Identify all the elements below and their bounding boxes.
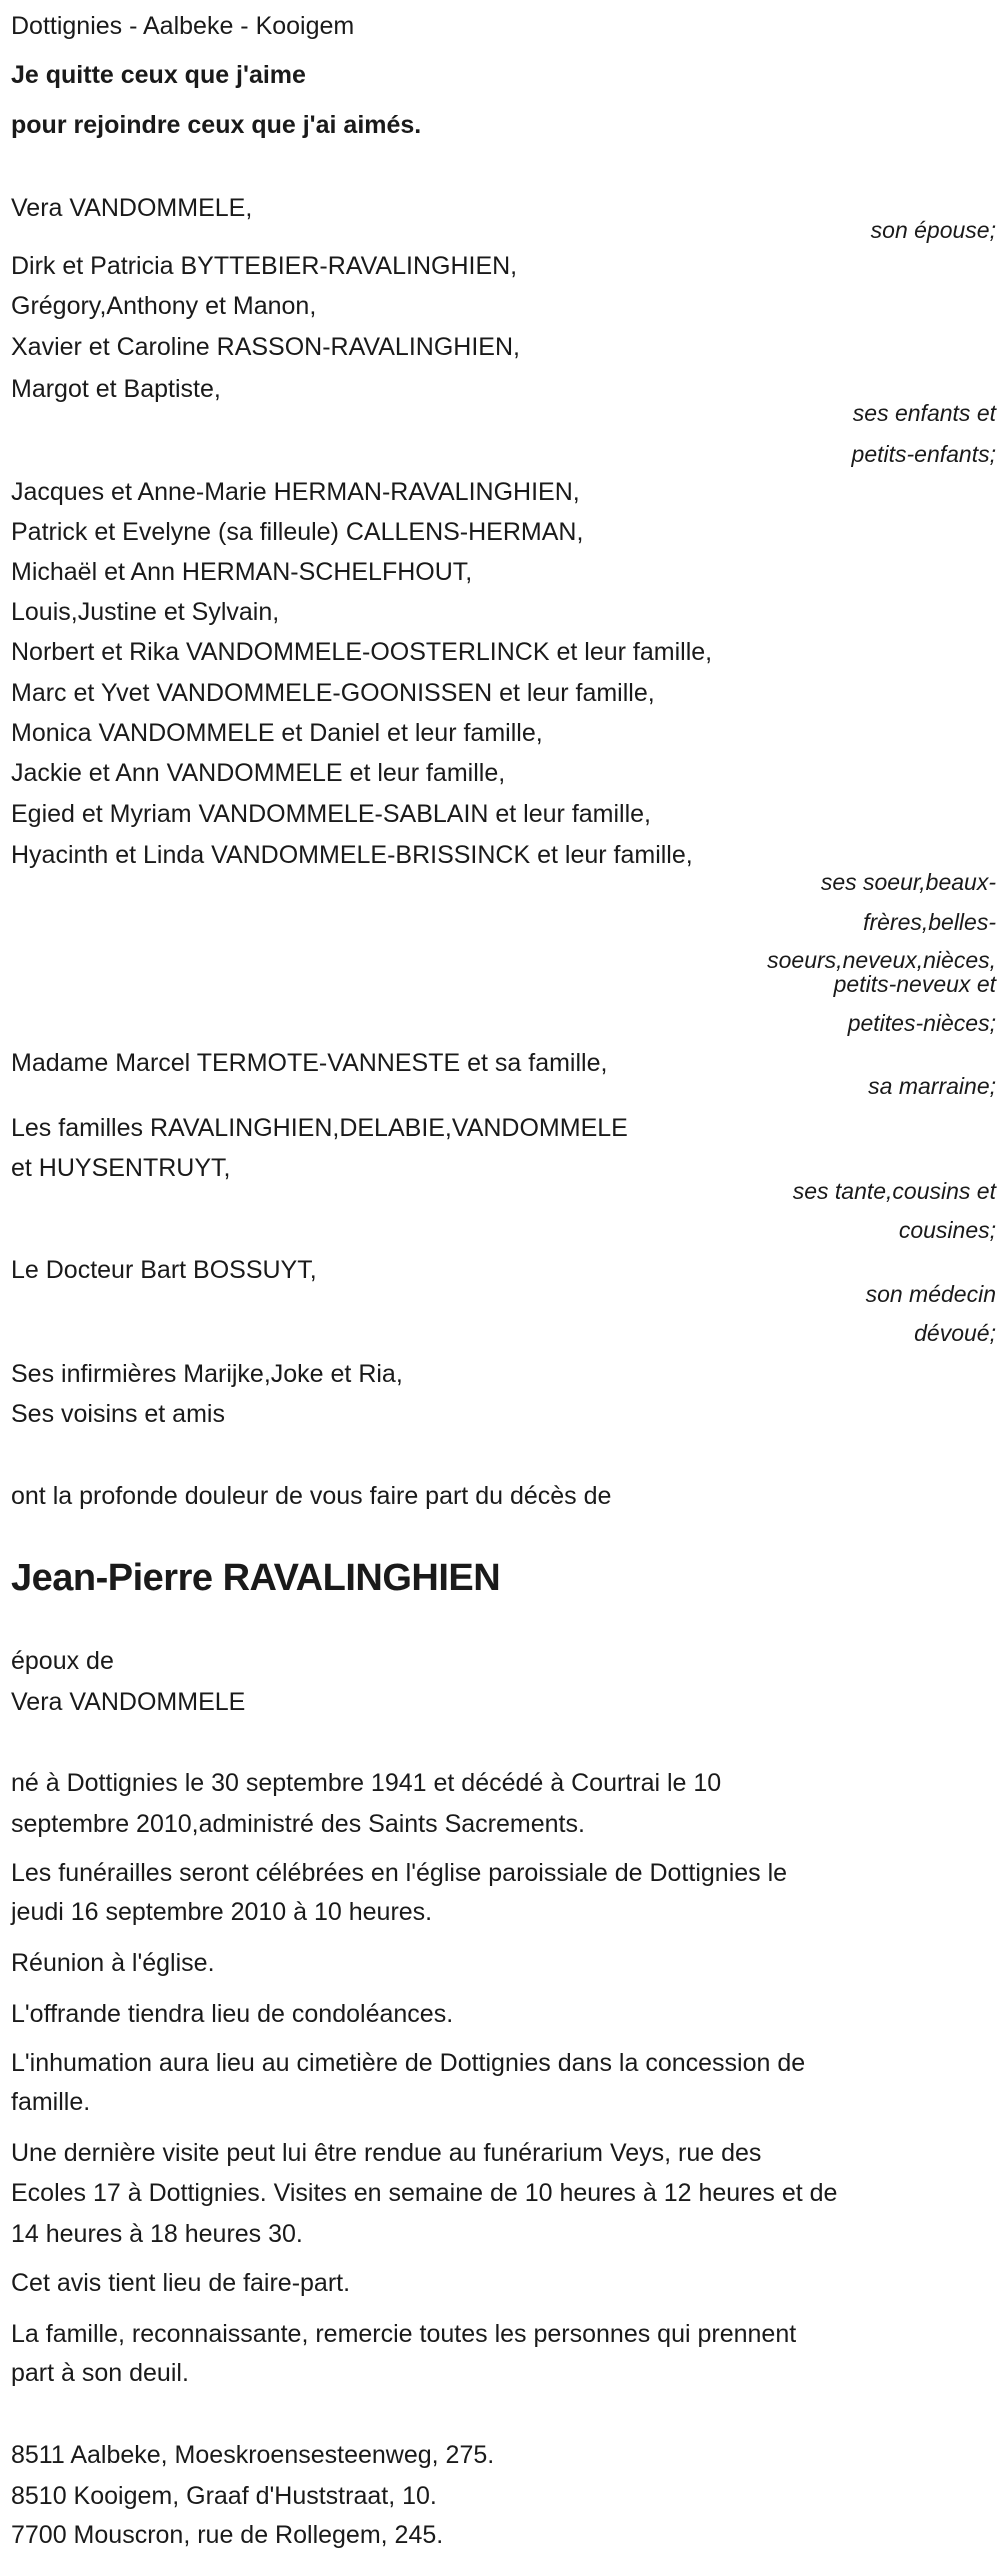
family-line: Margot et Baptiste,: [11, 375, 221, 403]
relation-label: ses enfants et: [852, 400, 996, 426]
family-line: Jackie et Ann VANDOMMELE et leur famille,: [11, 759, 506, 787]
relation-label: ses soeur,beaux-: [820, 869, 996, 895]
quote-line: pour rejoindre ceux que j'ai aimés.: [11, 111, 422, 139]
detail-line: famille.: [11, 2088, 91, 2116]
detail-line: 14 heures à 18 heures 30.: [11, 2220, 303, 2248]
deceased-name: Jean-Pierre RAVALINGHIEN: [11, 1557, 501, 1599]
detail-line: Une dernière visite peut lui être rendue au funérarium Veys, rue des: [11, 2139, 762, 2167]
family-line: Dirk et Patricia BYTTEBIER-RAVALINGHIEN,: [11, 252, 518, 280]
spouse-name: Vera VANDOMMELE: [11, 1688, 246, 1716]
place-header: Dottignies - Aalbeke - Kooigem: [11, 12, 355, 40]
relation-label: petites-nièces;: [847, 1010, 996, 1036]
family-line: Xavier et Caroline RASSON-RAVALINGHIEN,: [11, 333, 520, 361]
detail-line: Ecoles 17 à Dottignies. Visites en semaine de 10 heures à 12 heures et de: [11, 2179, 838, 2207]
family-line: Grégory,Anthony et Manon,: [11, 292, 317, 320]
detail-line: jeudi 16 septembre 2010 à 10 heures.: [11, 1898, 433, 1926]
relation-label: son épouse;: [870, 217, 996, 243]
family-line: Norbert et Rika VANDOMMELE-OOSTERLINCK et leur famille,: [11, 638, 713, 666]
detail-line: Les funérailles seront célébrées en l'église paroissiale de Dottignies le: [11, 1859, 788, 1887]
family-line: Madame Marcel TERMOTE-VANNESTE et sa famille,: [11, 1049, 608, 1077]
detail-line: septembre 2010,administré des Saints Sacrements.: [11, 1810, 585, 1838]
family-line: Les familles RAVALINGHIEN,DELABIE,VANDOMMELE: [11, 1114, 628, 1142]
relation-label: son médecin: [865, 1281, 996, 1307]
spouse: Vera VANDOMMELE,: [11, 194, 253, 222]
family-line: Jacques et Anne-Marie HERMAN-RAVALINGHIEN,: [11, 478, 580, 506]
family-line: Michaël et Ann HERMAN-SCHELFHOUT,: [11, 558, 473, 586]
family-line: Ses voisins et amis: [11, 1400, 225, 1428]
family-line: Le Docteur Bart BOSSUYT,: [11, 1256, 317, 1284]
relation-label: petits-enfants;: [851, 441, 996, 467]
quote-line: Je quitte ceux que j'aime: [11, 61, 306, 89]
family-line: Patrick et Evelyne (sa filleule) CALLENS-HERMAN,: [11, 518, 584, 546]
family-line: Hyacinth et Linda VANDOMMELE-BRISSINCK et leur famille,: [11, 841, 693, 869]
relation-label: dévoué;: [914, 1320, 996, 1346]
detail-line: La famille, reconnaissante, remercie toutes les personnes qui prennent: [11, 2320, 797, 2348]
relation-label: cousines;: [898, 1217, 996, 1243]
detail-line: né à Dottignies le 30 septembre 1941 et décédé à Courtrai le 10: [11, 1769, 722, 1797]
relation-label: soeurs,neveux,nièces,: [767, 947, 996, 973]
announcement: ont la profonde douleur de vous faire part du décès de: [11, 1482, 612, 1510]
relation-label: frères,belles-: [863, 909, 996, 935]
relation-label: ses tante,cousins et: [792, 1178, 996, 1204]
spouse-of: époux de: [11, 1647, 114, 1675]
detail-line: Cet avis tient lieu de faire-part.: [11, 2269, 351, 2297]
family-line: et HUYSENTRUYT,: [11, 1154, 231, 1182]
address-line: 7700 Mouscron, rue de Rollegem, 245.: [11, 2521, 444, 2549]
address-line: 8510 Kooigem, Graaf d'Huststraat, 10.: [11, 2482, 437, 2510]
relation-label: sa marraine;: [868, 1073, 996, 1099]
family-line: Egied et Myriam VANDOMMELE-SABLAIN et leur famille,: [11, 800, 652, 828]
family-line: Ses infirmières Marijke,Joke et Ria,: [11, 1360, 403, 1388]
family-line: Monica VANDOMMELE et Daniel et leur famille,: [11, 719, 543, 747]
family-line: Louis,Justine et Sylvain,: [11, 598, 280, 626]
detail-line: Réunion à l'église.: [11, 1949, 215, 1977]
family-line: Marc et Yvet VANDOMMELE-GOONISSEN et leur famille,: [11, 679, 655, 707]
detail-line: L'offrande tiendra lieu de condoléances.: [11, 2000, 454, 2028]
relation-label: petits-neveux et: [833, 971, 996, 997]
detail-line: L'inhumation aura lieu au cimetière de Dottignies dans la concession de: [11, 2049, 806, 2077]
detail-line: part à son deuil.: [11, 2359, 189, 2387]
address-line: 8511 Aalbeke, Moeskroensesteenweg, 275.: [11, 2441, 495, 2469]
